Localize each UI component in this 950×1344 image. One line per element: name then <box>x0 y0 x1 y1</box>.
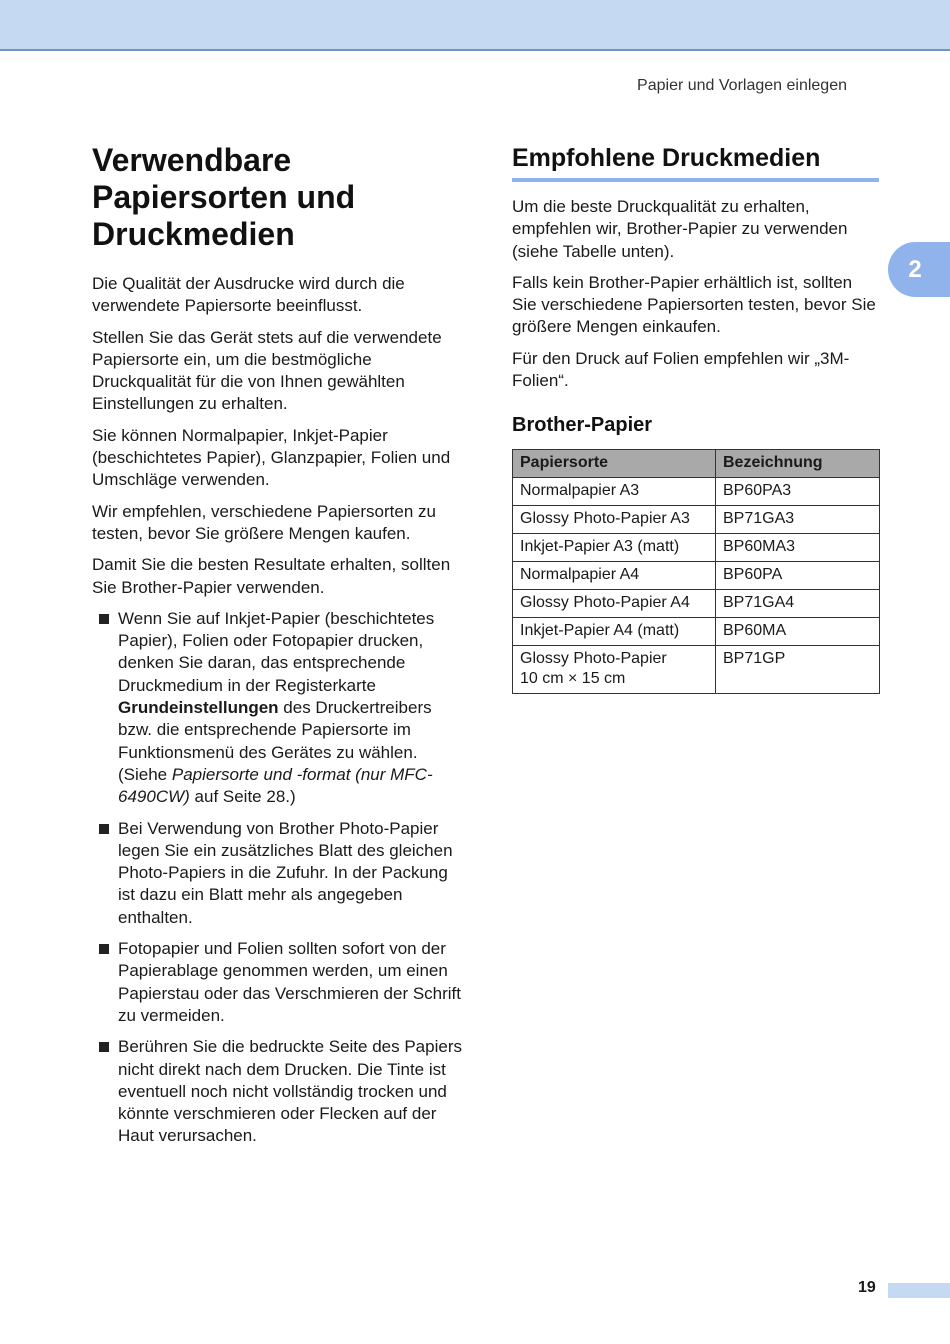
paragraph: Damit Sie die besten Resultate erhalten, sollten Sie Brother-Papier verwenden. <box>92 555 451 597</box>
section-title: Empfohlene Druckmedien <box>512 142 879 182</box>
paragraph: Falls kein Brother-Papier erhältlich ist, sollten Sie verschiedene Papiersorten testen, bevor Sie größere Mengen einkaufen. <box>512 272 876 337</box>
table-cell: Normalpapier A3 <box>513 478 716 506</box>
table-cell: BP71GP <box>716 646 880 694</box>
table-header-row <box>513 450 880 478</box>
square-bullet-icon <box>99 614 109 624</box>
list-item: Wenn Sie auf Inkjet-Papier (beschichtetes Papier), Folien oder Fotopapier drucken, denken Sie daran, das entsprechende Druckmedium in der Registerkarte Grundeinstellungen des Druckertreibers bzw. die entsprechende Papiersorte im Funktionsmenü des Gerätes zu wählen. (Siehe Papiersorte und -format (nur MFC-6490CW) auf Seite 28.) <box>92 608 464 809</box>
table-row <box>513 618 880 646</box>
running-header: Papier und Vorlagen einlegen <box>637 77 847 94</box>
paragraph: Sie können Normalpapier, Inkjet-Papier (beschichtetes Papier), Glanzpapier, Folien und Umschläge verwenden. <box>92 425 451 490</box>
table-row <box>513 590 880 618</box>
cross-reference[interactable]: Papiersorte und -format (nur MFC-6490CW) <box>118 764 433 807</box>
paragraph: Stellen Sie das Gerät stets auf die verwendete Papiersorte ein, um die bestmögliche Druckqualität für die von Ihnen gewählten Einstellungen zu erhalten. <box>92 327 442 414</box>
table-cell: Glossy Photo-Papier A3 <box>513 506 716 534</box>
square-bullet-icon <box>99 824 109 834</box>
table-cell: Inkjet-Papier A4 (matt) <box>513 618 716 646</box>
table-cell: Normalpapier A4 <box>513 562 716 590</box>
paragraph: Um die beste Druckqualität zu erhalten, empfehlen wir, Brother-Papier zu verwenden (siehe Tabelle unten). <box>512 197 848 261</box>
square-bullet-icon <box>99 944 109 954</box>
table-cell: BP60MA <box>716 618 880 646</box>
page-number: 19 <box>858 1279 876 1296</box>
table-cell: Inkjet-Papier A3 (matt) <box>513 534 716 562</box>
table-cell: BP71GA3 <box>716 506 880 534</box>
footer-band <box>888 1283 950 1298</box>
table-row <box>513 506 880 534</box>
table-cell: BP71GA4 <box>716 590 880 618</box>
column-header: Papiersorte <box>513 450 716 478</box>
left-column <box>92 142 464 1157</box>
square-bullet-icon <box>99 1042 109 1052</box>
table-cell: BP60MA3 <box>716 534 880 562</box>
table-cell: BP60PA <box>716 562 880 590</box>
right-column <box>512 142 879 694</box>
subsection-title: Brother-Papier <box>512 414 653 437</box>
table-row <box>513 534 880 562</box>
chapter-tab: 2 <box>888 242 950 297</box>
list-item: Bei Verwendung von Brother Photo-Papier legen Sie ein zusätzliches Blatt des gleichen Photo-Papiers in die Zufuhr. In der Packung ist dazu ein Blatt mehr als angegeben enthalten. <box>92 818 464 929</box>
table-cell: BP60PA3 <box>716 478 880 506</box>
paragraph: Für den Druck auf Folien empfehlen wir „3M-Folien“. <box>512 348 850 391</box>
bold-setting-name: Grundeinstellungen <box>118 698 279 718</box>
page-title: Verwendbare Papiersorten und Druckmedien <box>92 142 356 252</box>
table-row <box>513 646 880 694</box>
list-item: Berühren Sie die bedruckte Seite des Papiers nicht direkt nach dem Drucken. Die Tinte ist eventuell noch nicht vollständig trocken und könnte verschmieren oder Flecken auf der Haut verursachen. <box>92 1036 464 1147</box>
bullet-list <box>92 608 464 1148</box>
table-row <box>513 562 880 590</box>
paragraph: Die Qualität der Ausdrucke wird durch die verwendete Papiersorte beeinflusst. <box>92 274 405 316</box>
header-band <box>0 0 950 51</box>
paper-table <box>512 449 880 694</box>
column-header: Bezeichnung <box>716 450 880 478</box>
paragraph: Wir empfehlen, verschiedene Papiersorten zu testen, bevor Sie größere Mengen kaufen. <box>92 501 436 543</box>
table-cell: Glossy Photo-Papier A4 <box>513 590 716 618</box>
table-cell: Glossy Photo-Papier 10 cm × 15 cm <box>513 646 716 694</box>
table-row <box>513 478 880 506</box>
list-item: Fotopapier und Folien sollten sofort von der Papierablage genommen werden, um einen Papierstau oder das Verschmieren der Schrift zu vermeiden. <box>92 938 464 1027</box>
